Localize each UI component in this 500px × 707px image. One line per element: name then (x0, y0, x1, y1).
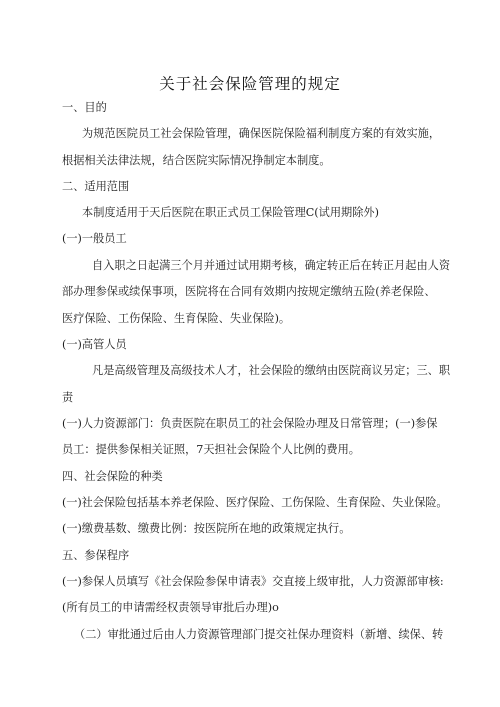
paragraph-line: (一)社会保险包括基本养老保险、医疗保险、工伤保险、生育保险、失业保险。 (62, 496, 448, 509)
section-heading-scope: 二、适用范围 (62, 180, 130, 193)
paragraph-line: (一)参保人员填写《社会保险参保申请表》交直接上级审批，人力资源部审核: (62, 575, 444, 588)
paragraph-line: 医疗保险、工伤保险、生育保险、失业保险)。 (62, 312, 291, 325)
paragraph-line: (一)人力资源部门：负责医院在职员工的社会保险办理及日常管理；(一)参保 (62, 417, 438, 430)
paragraph-line: 为规范医院员工社会保险管理，确保医院保险福利制度方案的有效实施， (82, 127, 441, 140)
paragraph-line: 凡是高级管理及高级技术人才，社会保险的缴纳由医院商议另定；三、职 (92, 364, 451, 377)
subheading-general-staff: (一)一般员工 (62, 232, 127, 245)
paragraph-line: 本制度适用于天后医院在职正式员工保险管理C(试用期除外) (82, 206, 379, 219)
paragraph-line: 责 (62, 391, 74, 404)
section-heading-types: 四、社会保险的种类 (62, 470, 163, 483)
paragraph-line: （二）审批通过后由人力资源管理部门提交社保办理资料（新增、续保、转 (74, 628, 444, 641)
paragraph-line: 自入职之日起满三个月并通过试用期考核，确定转正后在转正月起由人资 (92, 259, 451, 272)
document-title: 关于社会保险管理的规定 (159, 75, 341, 93)
paragraph-line: 员工：提供参保相关证照，7天担社会保险个人比例的费用。 (62, 443, 360, 456)
paragraph-line: (所有员工的申请需经权责领导审批后办理)o (62, 601, 279, 614)
subheading-executives: (一)高管人员 (62, 338, 127, 351)
paragraph-line: (一)缴费基数、缴费比例：按医院所在地的政策规定执行。 (62, 522, 351, 535)
paragraph-line: 根据相关法律法规，结合医院实际情况挣制定本制度。 (62, 154, 331, 167)
section-heading-procedure: 五、参保程序 (62, 549, 130, 562)
section-heading-purpose: 一、目的 (62, 101, 107, 114)
paragraph-line: 部办理参保或续保事项，医院将在合同有效期内按规定缴纳五险(养老保险、 (62, 285, 436, 298)
